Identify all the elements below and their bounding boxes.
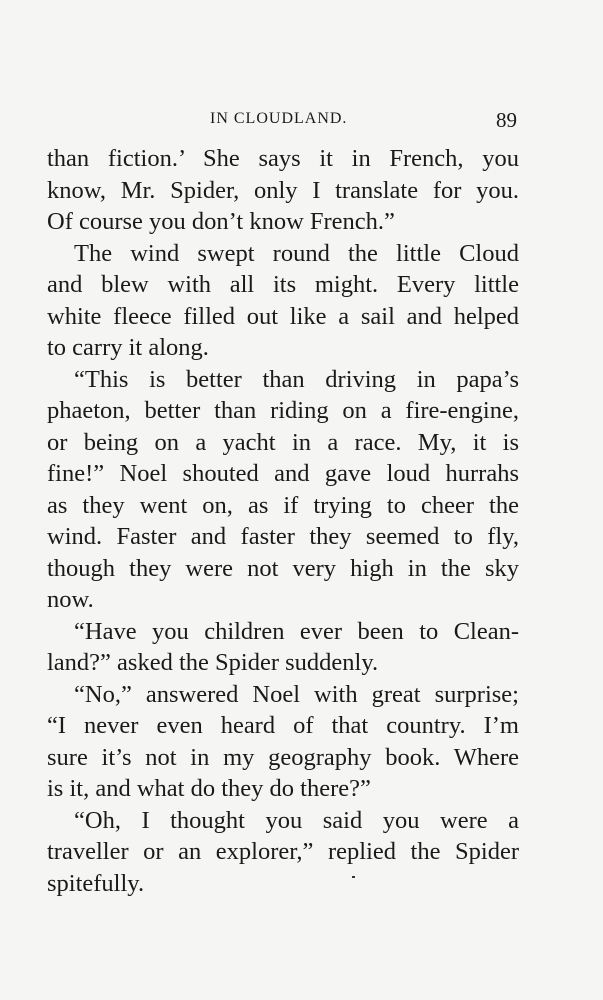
text-line: sure it’s not in my geography book. Where bbox=[47, 743, 519, 771]
paragraph bbox=[47, 143, 519, 238]
text-line: though they were not very high in the sky bbox=[47, 554, 519, 582]
text-line: white fleece filled out like a sail and helped bbox=[47, 302, 519, 330]
text-line: is it, and what do they do there?” bbox=[47, 775, 371, 802]
paragraph bbox=[47, 616, 519, 679]
text-line: to carry it along. bbox=[47, 334, 209, 361]
paragraph bbox=[47, 238, 519, 364]
text-line: know, Mr. Spider, only I translate for you. bbox=[47, 176, 519, 204]
page-number: 89 bbox=[496, 108, 517, 132]
text-line: now. bbox=[47, 586, 94, 613]
text-line: wind. Faster and faster they seemed to fly, bbox=[47, 523, 519, 550]
ink-speck bbox=[352, 876, 355, 878]
text-line: than fiction.’ She says it in French, you bbox=[47, 145, 519, 172]
text-line: land?” asked the Spider suddenly. bbox=[47, 649, 379, 676]
text-line: The wind swept round the little Cloud bbox=[74, 239, 519, 267]
text-line: and blew with all its might. Every little bbox=[47, 271, 519, 298]
text-line: “I never even heard of that country. I’m bbox=[47, 712, 519, 739]
text-line: as they went on, as if trying to cheer the bbox=[47, 491, 519, 519]
running-title: IN CLOUDLAND. bbox=[210, 110, 348, 127]
text-line: “Have you children ever been to Clean- bbox=[74, 617, 519, 645]
paragraph bbox=[47, 805, 519, 900]
text-line: or being on a yacht in a race. My, it is bbox=[47, 428, 519, 456]
text-line: traveller or an explorer,” replied the Spider bbox=[47, 838, 519, 865]
text-line: fine!” Noel shouted and gave loud hurrahs bbox=[47, 460, 519, 487]
text-line: “No,” answered Noel with great surprise; bbox=[74, 680, 519, 708]
text-line: “Oh, I thought you said you were a bbox=[74, 806, 519, 834]
body-text bbox=[47, 143, 519, 899]
text-line: “This is better than driving in papa’s bbox=[74, 365, 519, 393]
paragraph bbox=[47, 679, 519, 805]
paragraph bbox=[47, 364, 519, 616]
text-line: spitefully. bbox=[47, 869, 145, 897]
running-head bbox=[47, 108, 517, 132]
text-line: phaeton, better than riding on a fire-engine, bbox=[47, 397, 519, 424]
text-line: Of course you don’t know French.” bbox=[47, 208, 395, 235]
